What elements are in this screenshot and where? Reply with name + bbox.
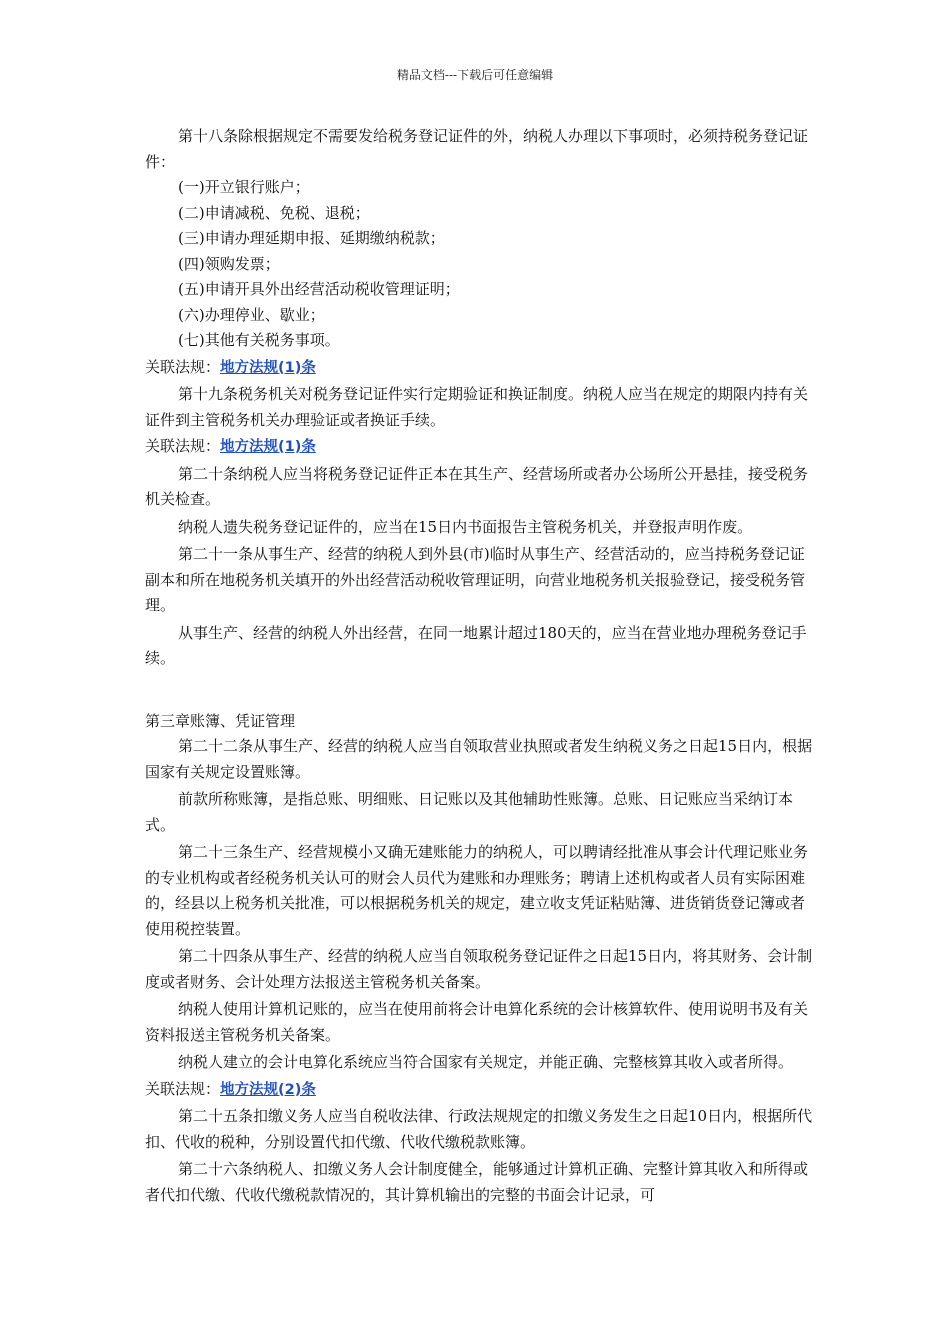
- article-23: 第二十三条生产、经营规模小又确无建账能力的纳税人，可以聘请经批准从事会计代理记账业务的专业机构或者经税务机关认可的财会人员代为建账和办理账务；聘请上述机构或者人员有实际困难的，经县以上税务机关批准，可以根据税务机关的规定，建立收支凭证粘贴簿、进货销货登记簿或者使用税控装置。: [145, 843, 809, 938]
- document-body: [145, 124, 815, 1208]
- article-24-para-2: 纳税人使用计算机记账的，应当在使用前将会计电算化系统的会计核算软件、使用说明书及有关资料报送主管税务机关备案。: [145, 1000, 809, 1044]
- page-header: 精品文档---下载后可任意编辑: [396, 68, 554, 82]
- chapter-3-title: 第三章账簿、凭证管理: [145, 711, 296, 730]
- article-22-para-2: 前款所称账簿，是指总账、明细账、日记账以及其他辅助性账簿。总账、日记账应当采纳订本式。: [145, 790, 794, 834]
- related-label: 关联法规：: [145, 437, 221, 455]
- article-24-para-3: 纳税人建立的会计电算化系统应当符合国家有关规定，并能正确、完整核算其收入或者所得。: [178, 1053, 794, 1071]
- article-18-item-4: (四)领购发票；: [178, 254, 280, 273]
- related-link-article-19[interactable]: 地方法规(1)条: [220, 439, 316, 455]
- article-18-item-1: (一)开立银行账户；: [178, 178, 310, 196]
- article-19: 第十九条税务机关对税务登记证件实行定期验证和换证制度。纳税人应当在规定的期限内持有关证件到主管税务机关办理验证或者换证手续。: [145, 385, 809, 429]
- related-link-article-18[interactable]: 地方法规(1)条: [220, 359, 316, 376]
- article-18-item-2: (二)申请减税、免税、退税；: [178, 203, 370, 222]
- related-regulation-3: [145, 1077, 815, 1104]
- article-21-para-2: 从事生产、经营的纳税人外出经营，在同一地累计超过180天的，应当在营业地办理税务登记手续。: [145, 623, 807, 667]
- related-label: 关联法规：: [145, 1079, 221, 1098]
- article-26: 第二十六条纳税人、扣缴义务人会计制度健全，能够通过计算机正确、完整计算其收入和所得或者代扣代缴、代收代缴税款情况的，其计算机输出的完整的书面会计记录，可: [145, 1160, 809, 1204]
- article-22-para-1: 第二十二条从事生产、经营的纳税人应当自领取营业执照或者发生纳税义务之日起15日内，根据国家有关规定设置账簿。: [145, 737, 813, 781]
- article-18-intro: 第十八条除根据规定不需要发给税务登记证件的外，纳税人办理以下事项时，必须持税务登记证件：: [145, 127, 809, 171]
- article-24-para-1: 第二十四条从事生产、经营的纳税人应当自领取税务登记证件之日起15日内，将其财务、会计制度或者财务、会计处理方法报送主管税务机关备案。: [145, 947, 813, 991]
- article-18-item-6: (六)办理停业、歇业；: [178, 305, 325, 324]
- article-21-para-1: 第二十一条从事生产、经营的纳税人到外县(市)临时从事生产、经营活动的，应当持税务登记证副本和所在地税务机关填开的外出经营活动税收管理证明，向营业地税务机关报验登记，接受税务管理。: [145, 545, 806, 614]
- related-regulation-2: [145, 434, 815, 461]
- related-link-article-24[interactable]: 地方法规(2)条: [220, 1081, 316, 1098]
- article-18-item-3: (三)申请办理延期申报、延期缴纳税款；: [178, 229, 445, 247]
- article-18-item-5: (五)申请开具外出经营活动税收管理证明；: [178, 280, 460, 298]
- article-18-item-7: (七)其他有关税务事项。: [178, 331, 340, 349]
- related-label: 关联法规：: [145, 357, 221, 376]
- related-regulation-1: [145, 355, 815, 382]
- article-20-para-2: 纳税人遗失税务登记证件的，应当在15日内书面报告主管税务机关，并登报声明作废。: [178, 517, 753, 536]
- article-25: 第二十五条扣缴义务人应当自税收法律、行政法规规定的扣缴义务发生之日起10日内，根据所代扣、代收的税种，分别设置代扣代缴、代收代缴税款账簿。: [145, 1107, 813, 1151]
- article-20-para-1: 第二十条纳税人应当将税务登记证件正本在其生产、经营场所或者办公场所公开悬挂，接受税务机关检查。: [145, 464, 809, 508]
